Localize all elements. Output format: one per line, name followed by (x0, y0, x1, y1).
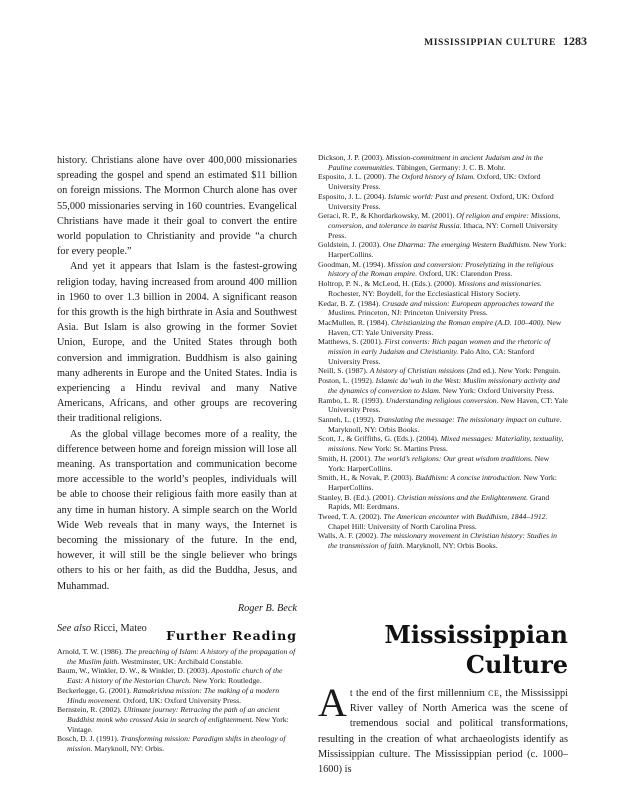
reference-entry: Sanneh, L. (1992). Translating the message: The missionary impact on culture. Maryknoll, NY: Orbis Books. (318, 414, 562, 434)
reference-entry: Walls, A. F. (2002). The missionary movement in Christian history: Studies in the transmission of faith. Maryknoll, NY: Orbis Books. (318, 531, 558, 551)
reference-entry: Arnold, T. W. (1986). The preaching of Islam: A history of the propagation of the Muslim faith. Westminster, UK: Archibald Constable. (57, 647, 296, 666)
body-paragraph: And yet it appears that Islam is the fastest-growing religion today, having increased from around 400 million in 1960 to over 1.3 billion in 2004. A significant reason for this growth is the high birthrate in Asia and Southwest Asia. But Islam is also growing in the former Soviet Union, Europe, and the United States through both conversion and immigration. Buddhism is also gaining many adherents in Europe and the United States. India is experiencing a Hindu revival and many Native Americans, Africans, and other groups are recovering their traditional religions. (57, 261, 297, 425)
reference-entry: Matthews, S. (2001). First converts: Rich pagan women and the rhetoric of mission in early Judaism and Christianity. Palo Alto, CA: Stanford University Press. (318, 337, 551, 366)
section-intro-paragraph: At the end of the first millennium CE, the Mississippi River valley of North America was the scene of tremendous social and political transformations, resulting in the creation of what archaeologists identify as Mississippian culture. The Mississippian period (c. 1000–1600) is (318, 680, 568, 776)
author-signature: Roger B. Beck (237, 602, 297, 614)
section-title (318, 620, 568, 680)
reference-entry: Smith, H. (2001). The world’s religions: Our great wisdom traditions. New York: HarperCollins. (318, 453, 550, 473)
references-right-column (318, 153, 568, 551)
reference-entry: Kedar, B. Z. (1984). Crusade and mission: European approaches toward the Muslims. Princeton, NJ: Princeton University Press. (318, 298, 554, 318)
reference-entry: Goodman, M. (1994). Mission and conversion: Proselytizing in the religious history of the Roman empire. Oxford, UK: Clarendon Press. (318, 259, 554, 279)
reference-entry: Esposito, J. L. (2000). The Oxford history of Islam. Oxford, UK: Oxford University Press. (318, 172, 541, 192)
reference-entry: Smith, H., & Novak, P. (2003). Buddhism: A concise introduction. New York: HarperCollins. (318, 473, 557, 492)
running-header (424, 34, 587, 49)
reference-entry: Stanley, B. (Ed.). (2001). Christian missions and the Enlightenment. Grand Rapids, MI: Eerdmans. (318, 492, 550, 512)
further-reading-heading: Further Reading (166, 628, 297, 643)
reference-entry: Dickson, J. P. (2003). Mission-commitment in ancient Judaism and in the Pauline communities. Tübingen, Germany: J. C. B. Mohr. (318, 153, 544, 172)
further-reading-list (57, 647, 297, 754)
body-paragraph: As the global village becomes more of a reality, the difference between home and foreign mission will lose all meaning. As transportation and communication become more accessible to the world’s peoples, individuals will be able to choose their religious faith more easily than at any time in human history. A simple search on the World Wide Web reveals that in many ways, the Internet is becoming the missionary of the future. In the end, however, it will still be the single believer who brings others to his or her faith, as did the Buddha, Jesus, and Muhammad. (57, 428, 297, 592)
see-also-label: See also (57, 622, 92, 634)
section-title-line: Mississippian (384, 620, 568, 649)
reference-entry: Goldstein, J. (2003). One Dharma: The emerging Western Buddhism. New York: HarperCollins. (318, 240, 567, 260)
reference-entry: MacMullen, R. (1984). Christianizing the Roman empire (A.D. 100–400). New Haven, CT: Yale University Press. (318, 317, 562, 337)
drop-cap: A (318, 680, 347, 725)
reference-entry: Bernstein, R. (2002). Ultimate journey: Retracing the path of an ancient Buddhist monk who crossed Asia in search of enlightenment. New York: Vintage. (57, 705, 289, 734)
reference-entry: Baum, W., Winkler, D. W., & Winkler, D. (2003). Apostolic church of the East: A history of the Nestorian Church. New York: Routledge. (57, 666, 283, 686)
reference-entry: Tweed, T. A. (2002). The American encounter with Buddhism, 1844–1912. Chapel Hill: University of North Carolina Press. (318, 512, 548, 531)
reference-entry: Holtrop, P. N., & McLeod, H. (Eds.). (2000). Missions and missionaries. Rochester, NY: Boydell, for the Ecclesiastical History Society. (318, 279, 542, 298)
reference-entry: Neill, S. (1987). A history of Christian missions (2nd ed.). New York: Penguin. (318, 366, 561, 376)
running-title: MISSISSIPPIAN CULTURE (424, 37, 556, 48)
see-also-link[interactable]: Ricci, Mateo (93, 622, 147, 634)
reference-entry: Esposito, J. L. (2004). Islamic world: Past and present. Oxford, UK: Oxford University Press. (318, 191, 554, 211)
section-title-line: Culture (465, 650, 568, 679)
left-column (57, 153, 297, 636)
reference-entry: Beckerlegge, G. (2001). Ramakrishna mission: The making of a modern Hindu movement. Oxford, UK: Oxford University Press. (57, 685, 280, 705)
reference-entry: Rambo, L. R. (1993). Understanding religious conversion. New Haven, CT: Yale University Press. (318, 395, 568, 415)
section-intro (318, 680, 568, 777)
reference-entry: Geraci, R. P., & Khordarkowsky, M. (2001). Of religion and empire: Missions, conversion, and tolerance in tsarist Russia. Ithaca, NY: Cornell University Press. (318, 211, 561, 240)
reference-entry: Scott, J., & Griffiths, G. (Eds.). (2004). Mixed messages: Materiality, textuality, missions. New York: St. Martins Press. (318, 434, 564, 454)
reference-entry: Poston, L. (1992). Islamic da’wah in the West: Muslim missionary activity and the dynamics of conversion to Islam. New York: Oxford University Press. (318, 376, 560, 395)
page-number: 1283 (563, 34, 587, 48)
body-paragraph: history. Christians alone have over 400,000 missionaries spreading the gospel and spend an estimated $11 billion on foreign missions. The Mormon Church alone has over 55,000 missionaries serving in 160 countries. Evangelical Christians have made it their goal to convert the entire world population to Christianity and provide “a church for every people.” (57, 155, 297, 258)
reference-entry: Bosch, D. J. (1991). Transforming mission: Paradigm shifts in theology of mission. Maryknoll, NY: Orbis. (57, 734, 286, 754)
